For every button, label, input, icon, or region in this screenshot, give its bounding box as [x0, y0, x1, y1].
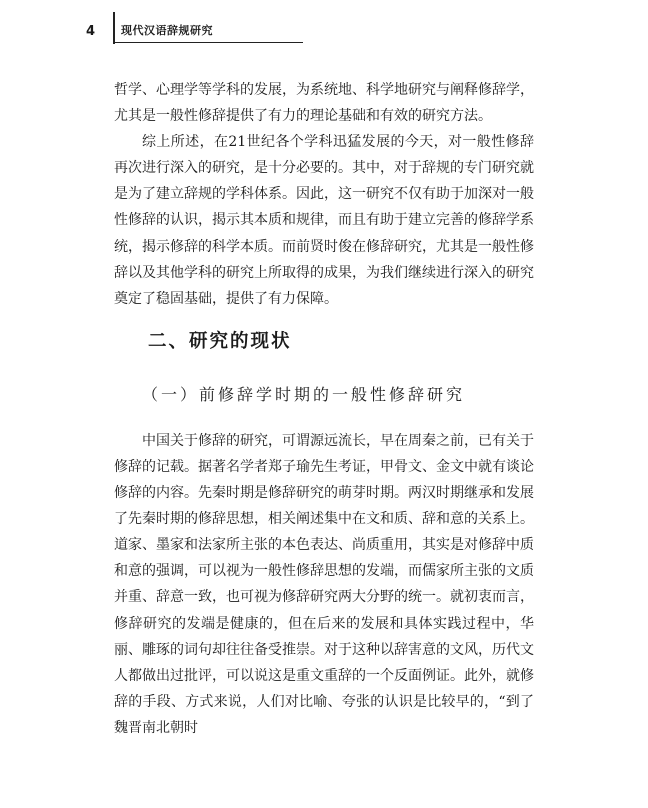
subsection-heading: （一）前修辞学时期的一般性修辞研究: [142, 384, 466, 404]
page-number: 4: [86, 24, 96, 39]
running-title: 现代汉语辞规研究: [121, 24, 213, 37]
paragraph-history: 中国关于修辞的研究，可谓源远流长，早在周秦之前，已有关于修辞的记载。据著名学者郑子瑜先生考证，甲骨文、金文中就有谈论修辞的内容。先秦时期是修辞研究的萌芽时期。两汉时期继承和发展了先秦时期的修辞思想，相关阐述集中在文和质、辞和意的关系上。道家、墨家和法家所主张的本色表达、尚质重用，其实是对修辞中质和意的强调，可以视为一般性修辞思想的发端，而儒家所主张的文质并重、辞意一致，也可视为修辞研究两大分野的统一。就初衷而言，修辞研究的发端是健康的，但在后来的发展和具体实践过程中，华丽、雕琢的词句却往往备受推崇。对于这种以辞害意的文风，历代文人都做出过批评，可以说这是重文重辞的一个反面例证。此外，就修辞的手段、方式来说，人们对比喻、夸张的认识是比较早的，“到了魏晋南北朝时: [114, 432, 534, 736]
page-header: [0, 0, 648, 48]
header-divider: [113, 12, 115, 44]
header-rule: [113, 42, 303, 43]
paragraph-continuation: 哲学、心理学等学科的发展，为系统地、科学地研究与阐释修辞学，尤其是一般性修辞提供了有力的理论基础和有效的研究方法。: [114, 82, 534, 125]
page-body: [114, 77, 534, 741]
paragraph-summary: 综上所述，在21世纪各个学科迅猛发展的今天，对一般性修辞再次进行深入的研究，是十分必要的。其中，对于辞规的专门研究就是为了建立辞规的学科体系。因此，这一研究不仅有助于加深对一般性修辞的认识，揭示其本质和规律，而且有助于建立完善的修辞学系统，揭示修辞的科学本质。而前贤时俊在修辞研究，尤其是一般性修辞以及其他学科的研究上所取得的成果，为我们继续进行深入的研究奠定了稳固基础，提供了有力保障。: [114, 134, 534, 307]
section-heading: 二、研究的现状: [148, 330, 292, 352]
